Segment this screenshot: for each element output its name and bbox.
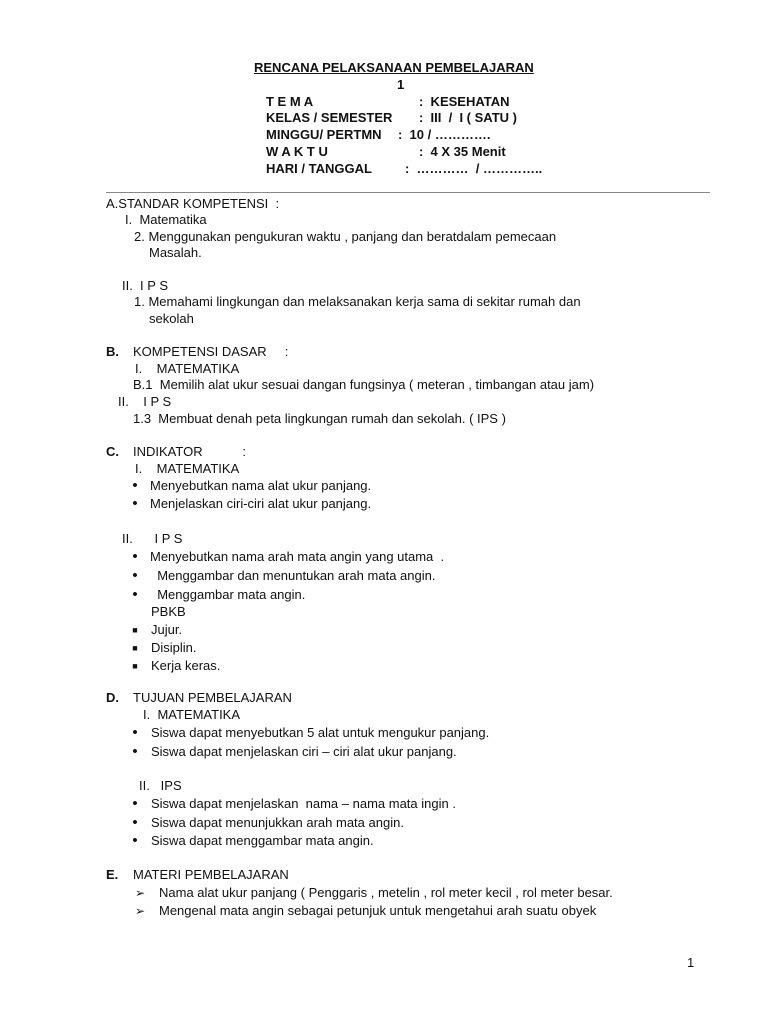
bullet-icon: • <box>132 548 138 565</box>
section-c-sub-matematika: I. MATEMATIKA <box>135 461 240 476</box>
waktu-value: : 4 X 35 Menit <box>419 144 506 159</box>
section-c-heading: INDIKATOR : <box>133 444 246 459</box>
bullet-icon: • <box>132 832 138 849</box>
tujuan-item: Siswa dapat menunjukkan arah mata angin. <box>151 815 404 830</box>
section-b-heading: KOMPETENSI DASAR : <box>133 344 289 359</box>
section-a-sub-ips: II. I P S <box>122 278 169 293</box>
materi-item: Mengenal mata angin sebagai petunjuk untuk mengetahui arah suatu obyek <box>159 903 597 918</box>
section-a-item2-line2: sekolah <box>149 311 194 326</box>
section-d-heading: TUJUAN PEMBELAJARAN <box>133 690 292 705</box>
indikator-item: Menyebutkan nama arah mata angin yang utama . <box>150 549 445 564</box>
bullet-icon: • <box>132 724 138 741</box>
square-bullet-icon: ■ <box>132 643 138 653</box>
section-a-item2-line1: 1. Memahami lingkungan dan melaksanakan kerja sama di sekitar rumah dan <box>134 294 581 309</box>
arrow-bullet-icon: ➢ <box>134 904 146 918</box>
document-title: RENCANA PELAKSANAAN PEMBELAJARAN <box>254 60 534 75</box>
section-c-sub-ips: II. I P S <box>122 531 183 546</box>
section-a-heading: A.STANDAR KOMPETENSI : <box>106 196 280 211</box>
tema-value: : KESEHATAN <box>419 94 510 109</box>
kelas-label: KELAS / SEMESTER <box>266 110 393 125</box>
section-b-item2: 1.3 Membuat denah peta lingkungan rumah dan sekolah. ( IPS ) <box>133 411 506 426</box>
bullet-icon: • <box>132 477 138 494</box>
waktu-label: W A K T U <box>266 144 328 159</box>
section-b-item1: B.1 Memilih alat ukur sesuai dangan fungsinya ( meteran , timbangan atau jam) <box>133 377 595 392</box>
tujuan-item: Siswa dapat menggambar mata angin. <box>151 833 374 848</box>
indikator-item: Menyebutkan nama alat ukur panjang. <box>150 478 372 493</box>
section-c-letter: C. <box>106 444 119 459</box>
section-e-letter: E. <box>106 867 119 882</box>
pbkb-item: Disiplin. <box>151 640 197 655</box>
pbkb-item: Kerja keras. <box>151 658 221 673</box>
section-a-item1-line1: 2. Menggunakan pengukuran waktu , panjang dan beratdalam pemecaan <box>134 229 557 244</box>
tujuan-item: Siswa dapat menjelaskan ciri – ciri alat ukur panjang. <box>151 744 457 759</box>
tujuan-item: Siswa dapat menjelaskan nama – nama mata ingin . <box>151 796 456 811</box>
kelas-value: : III / I ( SATU ) <box>419 110 517 125</box>
minggu-value: : 10 / …………. <box>398 127 491 142</box>
tujuan-item: Siswa dapat menyebutkan 5 alat untuk mengukur panjang. <box>151 725 490 740</box>
section-b-letter: B. <box>106 344 119 359</box>
bullet-icon: • <box>132 814 138 831</box>
hari-label: HARI / TANGGAL <box>266 161 372 176</box>
bullet-icon: • <box>132 795 138 812</box>
arrow-bullet-icon: ➢ <box>134 886 146 900</box>
section-b-sub-ips: II. I P S <box>118 394 172 409</box>
page-number: 1 <box>687 955 695 970</box>
bullet-icon: • <box>132 743 138 760</box>
section-a-item1-line2: Masalah. <box>149 245 202 260</box>
materi-item: Nama alat ukur panjang ( Penggaris , metelin , rol meter kecil , rol meter besar. <box>159 885 613 900</box>
bullet-icon: • <box>132 495 138 512</box>
section-b-sub-matematika: I. MATEMATIKA <box>135 361 240 376</box>
indikator-item: Menggambar dan menuntukan arah mata angin. <box>150 568 436 583</box>
section-e-heading: MATERI PEMBELAJARAN <box>133 867 289 882</box>
square-bullet-icon: ■ <box>132 661 138 671</box>
section-d-sub-matematika: I. MATEMATIKA <box>143 707 241 722</box>
bullet-icon: • <box>132 567 138 584</box>
minggu-label: MINGGU/ PERTMN <box>266 127 382 142</box>
indikator-item: Menjelaskan ciri-ciri alat ukur panjang. <box>150 496 372 511</box>
bullet-icon: • <box>132 586 138 603</box>
header-divider <box>106 192 710 193</box>
indikator-item: Menggambar mata angin. <box>150 587 306 602</box>
section-d-letter: D. <box>106 690 119 705</box>
pbkb-label: PBKB <box>151 604 186 619</box>
tema-label: T E M A <box>266 94 314 109</box>
document-number: 1 <box>397 77 405 92</box>
section-d-sub-ips: II. IPS <box>139 778 182 793</box>
hari-value: : ………… / ………….. <box>405 161 543 176</box>
pbkb-item: Jujur. <box>151 622 183 637</box>
section-a-sub-matematika: I. Matematika <box>125 212 207 227</box>
square-bullet-icon: ■ <box>132 625 138 635</box>
